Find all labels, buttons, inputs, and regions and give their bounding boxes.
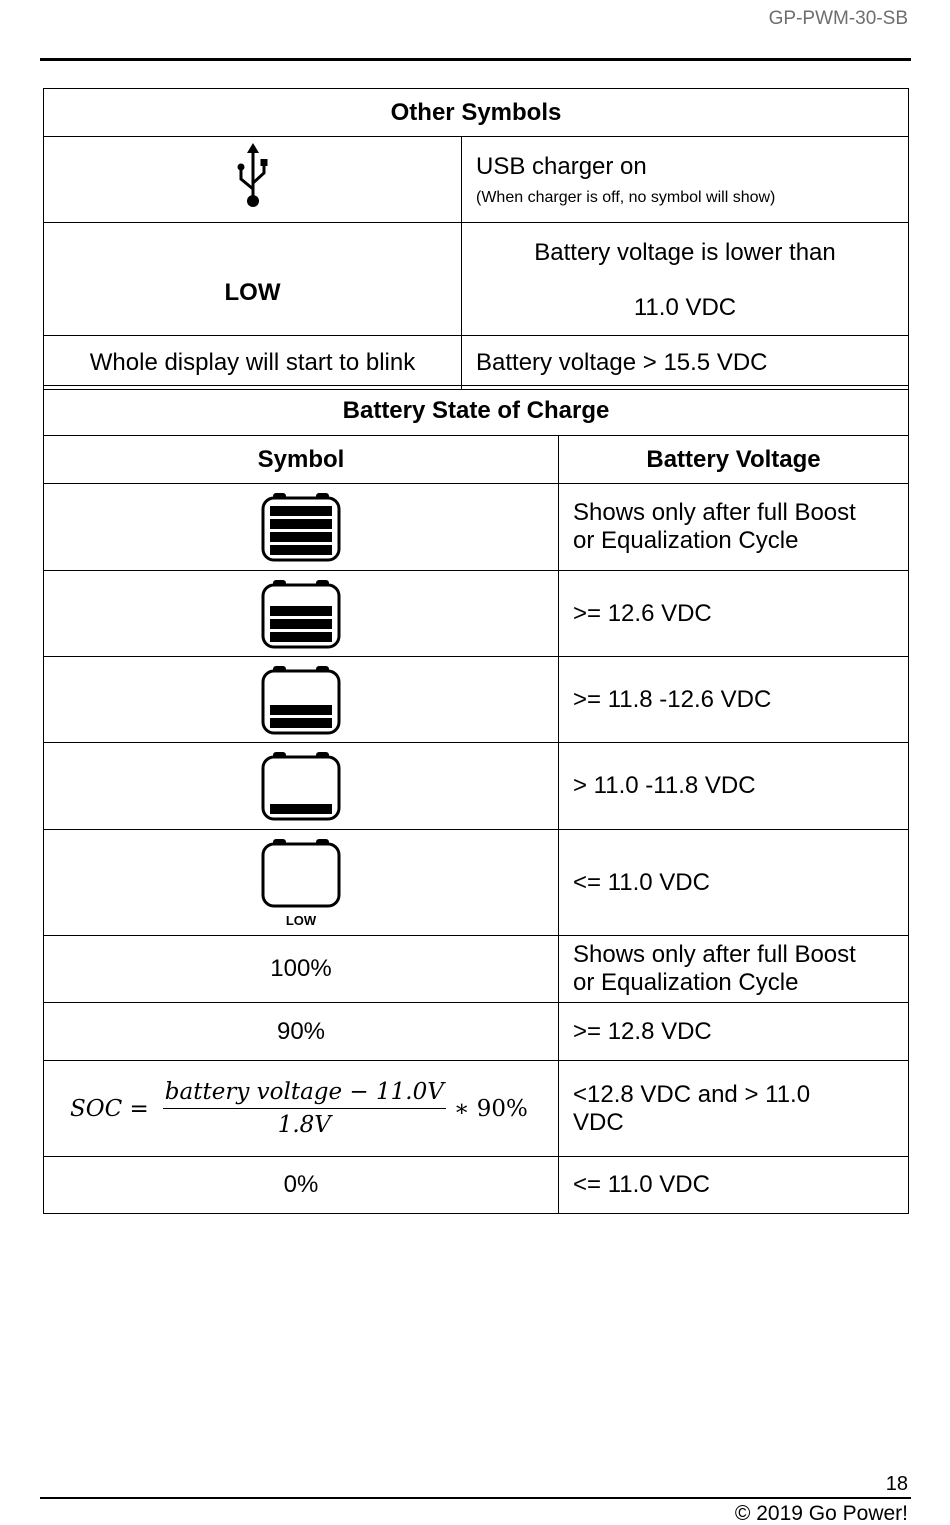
- battery-3-bars-icon: [259, 578, 343, 650]
- formula-fraction: [163, 1079, 446, 1138]
- battery-voltage-cell: > 11.0 -11.8 VDC: [559, 743, 909, 830]
- voltage-line2: or Equalization Cycle: [573, 527, 799, 554]
- battery-symbol-cell: [44, 657, 559, 743]
- battery-voltage-cell: >= 11.8 -12.6 VDC: [559, 657, 909, 743]
- soc-formula-cell: [44, 1061, 559, 1157]
- battery-empty-low-icon: [259, 837, 343, 909]
- battery-voltage-cell: >= 12.6 VDC: [559, 571, 909, 657]
- voltage-line2: or Equalization Cycle: [573, 969, 799, 996]
- percent-symbol: 90%: [44, 1003, 559, 1061]
- usb-row: [44, 137, 909, 223]
- battery-low-label: LOW: [285, 913, 317, 928]
- battery-row-4-bars: [44, 484, 909, 571]
- usb-note: (When charger is off, no symbol will show): [476, 188, 776, 206]
- battery-row-3-bars: [44, 571, 909, 657]
- battery-2-bars-icon: [259, 664, 343, 736]
- column-header-voltage: Battery Voltage: [559, 436, 909, 484]
- usb-description: USB charger on: [476, 152, 647, 180]
- voltage-line1: Shows only after full Boost: [573, 941, 856, 968]
- battery-row-1-bar: [44, 743, 909, 830]
- low-description-line2: 11.0 VDC: [633, 294, 737, 321]
- blink-description: Battery voltage > 15.5 VDC: [462, 336, 909, 390]
- percent-symbol: 0%: [44, 1157, 559, 1214]
- percent-voltage-cell: [559, 936, 909, 1003]
- formula-voltage-cell: [559, 1061, 909, 1157]
- battery-row-2-bars: [44, 657, 909, 743]
- formula-denominator: 1.8V: [277, 1112, 331, 1138]
- battery-symbol-cell: [44, 571, 559, 657]
- battery-4-bars-icon: [259, 491, 343, 563]
- percent-row-90: [44, 1003, 909, 1061]
- copyright: © 2019 Go Power!: [734, 1502, 908, 1525]
- battery-symbol-cell: [44, 830, 559, 936]
- percent-voltage-cell: <= 11.0 VDC: [559, 1157, 909, 1214]
- low-description-line1: Battery voltage is lower than: [534, 239, 836, 266]
- battery-row-empty: [44, 830, 909, 936]
- percent-voltage-cell: >= 12.8 VDC: [559, 1003, 909, 1061]
- low-description-cell: [462, 223, 909, 336]
- usb-description-cell: [462, 137, 909, 223]
- blink-row: [44, 336, 909, 390]
- battery-voltage-cell: <= 11.0 VDC: [559, 830, 909, 936]
- other-symbols-table: [43, 88, 909, 390]
- column-header-symbol: Symbol: [44, 436, 559, 484]
- bottom-divider: [40, 1497, 911, 1499]
- battery-symbol-cell: [44, 484, 559, 571]
- percent-row-0: [44, 1157, 909, 1214]
- voltage-line2: VDC: [573, 1108, 624, 1136]
- battery-1-bar-icon: [259, 750, 343, 822]
- battery-symbol-cell: [44, 743, 559, 830]
- blink-symbol: Whole display will start to blink: [44, 336, 462, 390]
- usb-symbol-cell: [44, 137, 462, 223]
- other-symbols-title: Other Symbols: [44, 89, 909, 137]
- page-number: 18: [885, 1473, 908, 1495]
- soc-column-headers: [44, 436, 909, 484]
- formula-lhs: SOC =: [70, 1095, 149, 1122]
- usb-icon: [233, 143, 273, 209]
- battery-soc-table: [43, 385, 909, 1214]
- voltage-line1: Shows only after full Boost: [573, 499, 856, 526]
- low-row: [44, 223, 909, 336]
- soc-formula: [44, 1079, 558, 1138]
- formula-row: [44, 1061, 909, 1157]
- formula-numerator: battery voltage − 11.0V: [163, 1079, 446, 1109]
- top-divider: [40, 58, 911, 61]
- battery-voltage-cell: [559, 484, 909, 571]
- voltage-line1: <12.8 VDC and > 11.0: [573, 1080, 811, 1108]
- percent-row-100: [44, 936, 909, 1003]
- document-id: GP-PWM-30-SB: [768, 8, 908, 29]
- low-symbol: LOW: [44, 223, 462, 336]
- soc-title: Battery State of Charge: [44, 386, 909, 436]
- formula-tail: ∗ 90%: [453, 1095, 528, 1122]
- percent-symbol: 100%: [44, 936, 559, 1003]
